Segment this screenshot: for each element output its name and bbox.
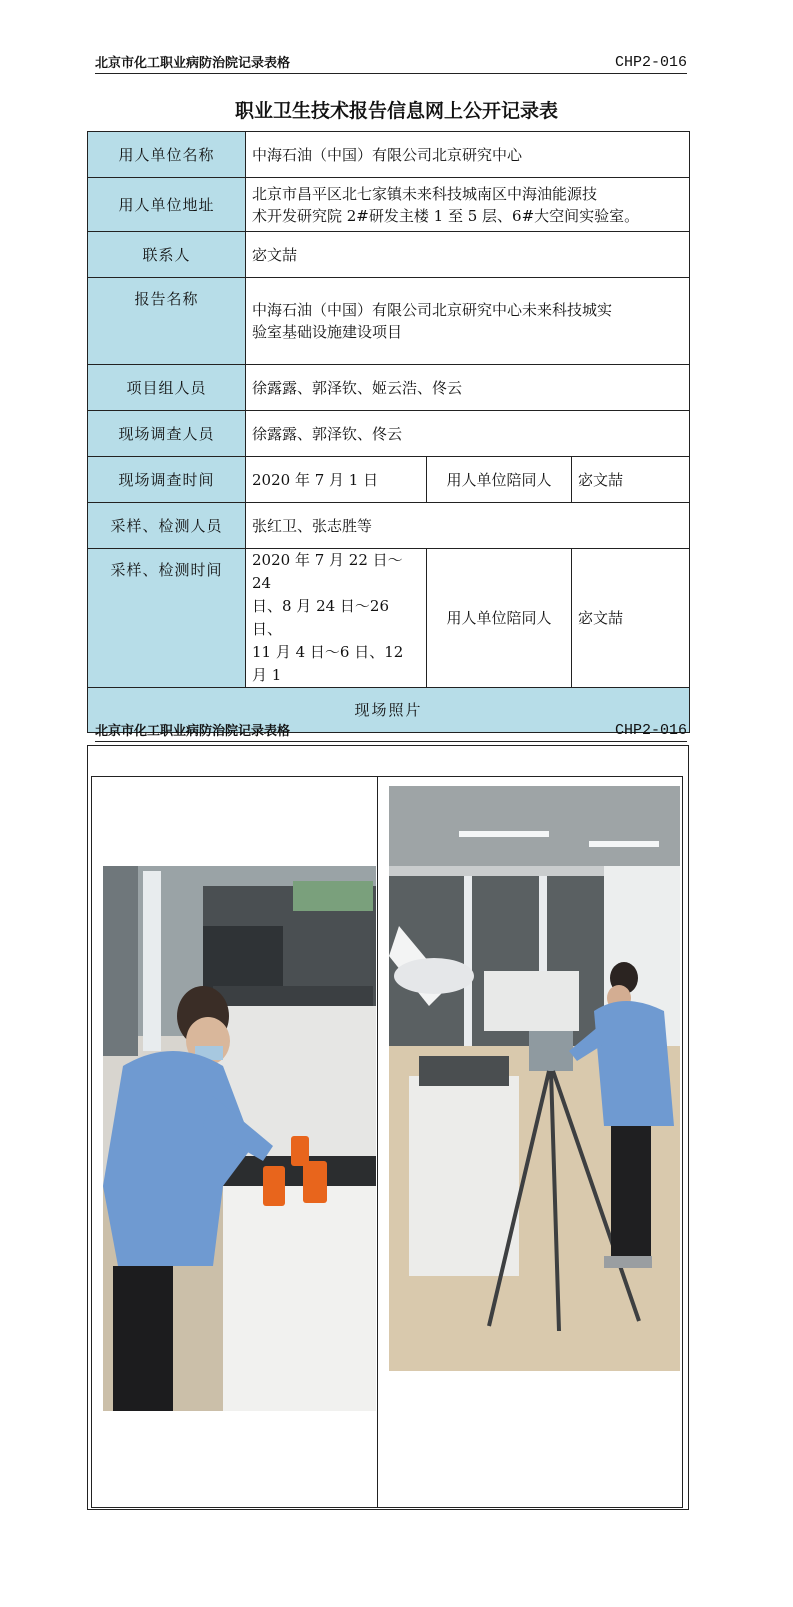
value-companion-1: 宓文喆 — [572, 457, 690, 503]
value-unit-address — [246, 178, 690, 232]
sampling-time-line-4: 月 1 — [252, 666, 282, 684]
row-contact — [88, 232, 690, 278]
row-site-survey-staff — [88, 411, 690, 457]
address-line-2: 术开发研究院 2#研发主楼 1 至 5 层、6#大空间实验室。 — [252, 206, 640, 225]
value-unit-name: 中海石油（中国）有限公司北京研究中心 — [246, 132, 690, 178]
label-sampling-time: 采样、检测时间 — [88, 549, 246, 688]
label-unit-name: 用人单位名称 — [88, 132, 246, 178]
sampling-time-line-3: 11 月 4 日～6 日、12 — [252, 643, 404, 661]
page-header-2 — [95, 719, 687, 742]
site-photo-2 — [389, 786, 680, 1371]
row-sampling-time — [88, 549, 690, 688]
sampling-time-line-1: 2020 年 7 月 22 日～24 — [252, 551, 403, 592]
photo-frame — [87, 745, 689, 1510]
row-unit-address — [88, 178, 690, 232]
label-contact: 联系人 — [88, 232, 246, 278]
label-companion-1: 用人单位陪同人 — [427, 457, 572, 503]
photo-grid — [91, 776, 683, 1508]
value-site-survey-staff: 徐露露、郭泽钦、佟云 — [246, 411, 690, 457]
label-unit-address: 用人单位地址 — [88, 178, 246, 232]
photo-divider — [377, 777, 378, 1507]
address-line-1: 北京市昌平区北七家镇未来科技城南区中海油能源技 — [252, 184, 598, 203]
row-sampling-staff — [88, 503, 690, 549]
value-companion-2: 宓文喆 — [572, 549, 690, 688]
value-report-name — [246, 278, 690, 365]
report-name-line-2: 验室基础设施建设项目 — [252, 323, 403, 341]
form-code-2: CHP2-016 — [614, 722, 687, 739]
value-sampling-time — [246, 549, 427, 688]
value-project-team: 徐露露、郭泽钦、姬云浩、佟云 — [246, 365, 690, 411]
value-contact: 宓文喆 — [246, 232, 690, 278]
page-header — [95, 51, 687, 74]
org-name: 北京市化工职业病防治院记录表格 — [95, 56, 291, 71]
label-companion-2: 用人单位陪同人 — [427, 549, 572, 688]
record-table — [87, 131, 690, 733]
label-site-survey-staff: 现场调查人员 — [88, 411, 246, 457]
site-photo-1 — [103, 866, 376, 1411]
row-report-name — [88, 278, 690, 365]
photos-header: 现场照片 — [88, 688, 690, 733]
row-project-team — [88, 365, 690, 411]
org-name-2: 北京市化工职业病防治院记录表格 — [95, 724, 291, 739]
label-report-name: 报告名称 — [88, 278, 246, 365]
label-site-survey-time: 现场调查时间 — [88, 457, 246, 503]
report-name-line-1: 中海石油（中国）有限公司北京研究中心未来科技城实 — [252, 301, 613, 319]
label-sampling-staff: 采样、检测人员 — [88, 503, 246, 549]
value-site-survey-time: 2020 年 7 月 1 日 — [246, 457, 427, 503]
label-project-team: 项目组人员 — [88, 365, 246, 411]
row-unit-name — [88, 132, 690, 178]
form-code: CHP2-016 — [614, 54, 687, 71]
value-sampling-staff: 张红卫、张志胜等 — [246, 503, 690, 549]
page-title: 职业卫生技术报告信息网上公开记录表 — [234, 100, 558, 122]
sampling-time-line-2: 日、8 月 24 日～26 日、 — [252, 597, 390, 638]
row-site-survey-time — [88, 457, 690, 503]
